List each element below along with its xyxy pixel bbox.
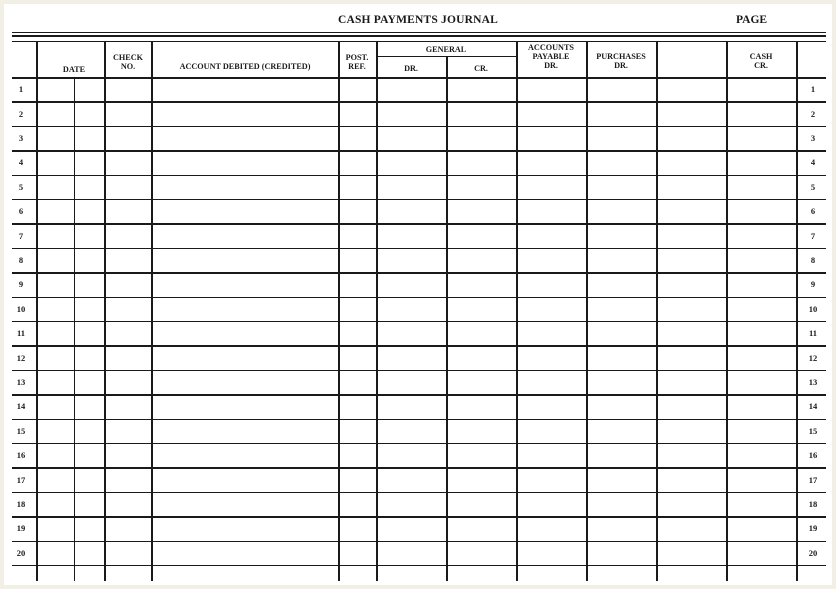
general-dr-cell[interactable] bbox=[378, 395, 445, 417]
blank-column-cell[interactable] bbox=[658, 444, 725, 466]
general-dr-cell[interactable] bbox=[378, 468, 445, 490]
account-cell[interactable] bbox=[153, 151, 337, 173]
account-cell[interactable] bbox=[153, 176, 337, 198]
header-general-cr: CR. bbox=[474, 64, 488, 73]
check-no-cell[interactable] bbox=[106, 298, 150, 320]
date-day-cell[interactable] bbox=[76, 517, 103, 539]
cash-cr-cell[interactable] bbox=[728, 78, 795, 100]
accounts-payable-dr-cell[interactable] bbox=[518, 151, 585, 173]
post-ref-cell[interactable] bbox=[340, 298, 375, 320]
blank-column-cell[interactable] bbox=[658, 420, 725, 442]
check-no-cell[interactable] bbox=[106, 371, 150, 393]
blank-column-cell[interactable] bbox=[658, 127, 725, 149]
account-cell[interactable] bbox=[153, 273, 337, 295]
date-day-cell[interactable] bbox=[76, 102, 103, 124]
purchases-dr-cell[interactable] bbox=[588, 200, 655, 222]
date-day-cell[interactable] bbox=[76, 371, 103, 393]
row-number-right: 15 bbox=[808, 425, 818, 436]
row-number-right: 5 bbox=[810, 181, 816, 192]
account-cell[interactable] bbox=[153, 127, 337, 149]
purchases-dr-cell[interactable] bbox=[588, 176, 655, 198]
header-check-no-1: CHECK bbox=[112, 53, 144, 62]
date-day-cell[interactable] bbox=[76, 420, 103, 442]
accounts-payable-dr-cell[interactable] bbox=[518, 102, 585, 124]
row-number-right: 19 bbox=[808, 523, 818, 534]
top-rule bbox=[12, 32, 826, 33]
row-number-left: 13 bbox=[16, 377, 26, 387]
blank-column-cell[interactable] bbox=[658, 151, 725, 173]
purchases-dr-cell[interactable] bbox=[588, 224, 655, 246]
general-dr-cell[interactable] bbox=[378, 542, 445, 564]
general-cr-cell[interactable] bbox=[448, 151, 515, 173]
general-dr-cell[interactable] bbox=[378, 78, 445, 100]
date-day-cell[interactable] bbox=[76, 127, 103, 149]
journal-sheet bbox=[4, 4, 832, 585]
row-number-right: 18 bbox=[808, 499, 818, 509]
general-cr-cell[interactable] bbox=[448, 322, 515, 344]
row-number-right: 14 bbox=[808, 401, 818, 412]
post-ref-cell[interactable] bbox=[340, 273, 375, 295]
cash-cr-cell[interactable] bbox=[728, 151, 795, 173]
accounts-payable-dr-cell[interactable] bbox=[518, 249, 585, 271]
general-cr-cell[interactable] bbox=[448, 127, 515, 149]
general-dr-cell[interactable] bbox=[378, 102, 445, 124]
check-no-cell[interactable] bbox=[106, 493, 150, 515]
blank-column-cell[interactable] bbox=[658, 102, 725, 124]
account-cell[interactable] bbox=[153, 395, 337, 417]
date-day-cell[interactable] bbox=[76, 346, 103, 368]
accounts-payable-dr-cell[interactable] bbox=[518, 224, 585, 246]
row-number-left: 20 bbox=[16, 547, 26, 558]
row-number-left: 12 bbox=[16, 352, 26, 363]
row-number-right: 16 bbox=[808, 450, 818, 461]
purchases-dr-cell[interactable] bbox=[588, 322, 655, 344]
general-dr-cell[interactable] bbox=[378, 420, 445, 442]
row-number-right: 7 bbox=[810, 230, 816, 241]
cash-cr-cell[interactable] bbox=[728, 395, 795, 417]
date-month-cell[interactable] bbox=[38, 346, 73, 368]
account-cell[interactable] bbox=[153, 298, 337, 320]
purchases-dr-cell[interactable] bbox=[588, 127, 655, 149]
header-accounts-payable-1: ACCOUNTS bbox=[528, 43, 574, 52]
date-day-cell[interactable] bbox=[76, 176, 103, 198]
row-number-left: 18 bbox=[16, 499, 26, 509]
date-month-cell[interactable] bbox=[38, 78, 73, 100]
cash-cr-cell[interactable] bbox=[728, 298, 795, 320]
row-number-right: 17 bbox=[808, 474, 818, 485]
check-no-cell[interactable] bbox=[106, 395, 150, 417]
date-month-cell[interactable] bbox=[38, 371, 73, 393]
check-no-cell[interactable] bbox=[106, 444, 150, 466]
post-ref-cell[interactable] bbox=[340, 371, 375, 393]
accounts-payable-dr-cell[interactable] bbox=[518, 444, 585, 466]
general-dr-cell[interactable] bbox=[378, 249, 445, 271]
purchases-dr-cell[interactable] bbox=[588, 346, 655, 368]
cash-cr-cell[interactable] bbox=[728, 176, 795, 198]
general-cr-cell[interactable] bbox=[448, 249, 515, 271]
general-cr-cell[interactable] bbox=[448, 517, 515, 539]
row-number-left: 17 bbox=[16, 474, 26, 485]
accounts-payable-dr-cell[interactable] bbox=[518, 371, 585, 393]
date-month-cell[interactable] bbox=[38, 298, 73, 320]
accounts-payable-dr-cell[interactable] bbox=[518, 420, 585, 442]
date-month-cell[interactable] bbox=[38, 322, 73, 344]
purchases-dr-cell[interactable] bbox=[588, 517, 655, 539]
account-cell[interactable] bbox=[153, 322, 337, 344]
accounts-payable-dr-cell[interactable] bbox=[518, 346, 585, 368]
date-month-cell[interactable] bbox=[38, 395, 73, 417]
post-ref-cell[interactable] bbox=[340, 249, 375, 271]
post-ref-cell[interactable] bbox=[340, 444, 375, 466]
date-month-cell[interactable] bbox=[38, 224, 73, 246]
journal-title: CASH PAYMENTS JOURNAL bbox=[337, 14, 499, 26]
date-day-cell[interactable] bbox=[76, 298, 103, 320]
general-dr-cell[interactable] bbox=[378, 200, 445, 222]
date-month-cell[interactable] bbox=[38, 542, 73, 564]
check-no-cell[interactable] bbox=[106, 176, 150, 198]
general-dr-cell[interactable] bbox=[378, 176, 445, 198]
blank-column-cell[interactable] bbox=[658, 298, 725, 320]
check-no-cell[interactable] bbox=[106, 249, 150, 271]
check-no-cell[interactable] bbox=[106, 420, 150, 442]
accounts-payable-dr-cell[interactable] bbox=[518, 273, 585, 295]
purchases-dr-cell[interactable] bbox=[588, 444, 655, 466]
accounts-payable-dr-cell[interactable] bbox=[518, 517, 585, 539]
date-day-cell[interactable] bbox=[76, 224, 103, 246]
cash-cr-cell[interactable] bbox=[728, 127, 795, 149]
purchases-dr-cell[interactable] bbox=[588, 542, 655, 564]
check-no-cell[interactable] bbox=[106, 517, 150, 539]
purchases-dr-cell[interactable] bbox=[588, 298, 655, 320]
date-month-cell[interactable] bbox=[38, 517, 73, 539]
general-dr-cell[interactable] bbox=[378, 444, 445, 466]
row-number-left: 9 bbox=[18, 279, 24, 290]
cash-cr-cell[interactable] bbox=[728, 322, 795, 344]
date-day-cell[interactable] bbox=[76, 444, 103, 466]
blank-column-cell[interactable] bbox=[658, 468, 725, 490]
date-month-cell[interactable] bbox=[38, 127, 73, 149]
blank-column-cell[interactable] bbox=[658, 322, 725, 344]
post-ref-cell[interactable] bbox=[340, 102, 375, 124]
account-cell[interactable] bbox=[153, 346, 337, 368]
header-date: DATE bbox=[62, 65, 86, 74]
header-purchases-1: PURCHASES bbox=[596, 52, 646, 61]
cash-cr-cell[interactable] bbox=[728, 493, 795, 515]
row-number-right: 3 bbox=[810, 133, 816, 143]
account-cell[interactable] bbox=[153, 468, 337, 490]
row-number-right: 11 bbox=[808, 328, 818, 339]
general-dr-cell[interactable] bbox=[378, 273, 445, 295]
check-no-cell[interactable] bbox=[106, 346, 150, 368]
check-no-cell[interactable] bbox=[106, 151, 150, 173]
cash-cr-cell[interactable] bbox=[728, 542, 795, 564]
accounts-payable-dr-cell[interactable] bbox=[518, 493, 585, 515]
row-number-left: 8 bbox=[18, 255, 24, 265]
header-accounts-payable-3: DR. bbox=[544, 61, 558, 70]
post-ref-cell[interactable] bbox=[340, 542, 375, 564]
header-post-ref-2: REF. bbox=[348, 62, 366, 71]
header-check-no-2: NO. bbox=[120, 62, 136, 71]
general-cr-cell[interactable] bbox=[448, 78, 515, 100]
account-cell[interactable] bbox=[153, 542, 337, 564]
blank-column-cell[interactable] bbox=[658, 542, 725, 564]
post-ref-cell[interactable] bbox=[340, 200, 375, 222]
purchases-dr-cell[interactable] bbox=[588, 395, 655, 417]
blank-column-cell[interactable] bbox=[658, 78, 725, 100]
accounts-payable-dr-cell[interactable] bbox=[518, 395, 585, 417]
row-number-right: 12 bbox=[808, 352, 818, 363]
post-ref-cell[interactable] bbox=[340, 395, 375, 417]
post-ref-cell[interactable] bbox=[340, 127, 375, 149]
general-dr-cell[interactable] bbox=[378, 371, 445, 393]
general-dr-cell[interactable] bbox=[378, 224, 445, 246]
accounts-payable-dr-cell[interactable] bbox=[518, 200, 585, 222]
check-no-cell[interactable] bbox=[106, 127, 150, 149]
row-number-right: 6 bbox=[810, 206, 816, 217]
blank-column-cell[interactable] bbox=[658, 224, 725, 246]
date-month-cell[interactable] bbox=[38, 200, 73, 222]
cash-cr-cell[interactable] bbox=[728, 420, 795, 442]
date-month-cell[interactable] bbox=[38, 249, 73, 271]
account-cell[interactable] bbox=[153, 102, 337, 124]
check-no-cell[interactable] bbox=[106, 102, 150, 124]
accounts-payable-dr-cell[interactable] bbox=[518, 298, 585, 320]
purchases-dr-cell[interactable] bbox=[588, 273, 655, 295]
general-dr-cell[interactable] bbox=[378, 127, 445, 149]
row-number-right: 20 bbox=[808, 547, 818, 558]
row-number-left: 16 bbox=[16, 450, 26, 461]
post-ref-cell[interactable] bbox=[340, 224, 375, 246]
blank-column-cell[interactable] bbox=[658, 493, 725, 515]
row-number-right: 13 bbox=[808, 377, 818, 387]
general-dr-cell[interactable] bbox=[378, 298, 445, 320]
general-cr-cell[interactable] bbox=[448, 371, 515, 393]
check-no-cell[interactable] bbox=[106, 78, 150, 100]
row-number-right: 2 bbox=[810, 108, 816, 119]
row-number-left: 4 bbox=[18, 157, 24, 168]
post-ref-cell[interactable] bbox=[340, 468, 375, 490]
cash-cr-cell[interactable] bbox=[728, 468, 795, 490]
purchases-dr-cell[interactable] bbox=[588, 102, 655, 124]
date-day-cell[interactable] bbox=[76, 78, 103, 100]
date-month-cell[interactable] bbox=[38, 468, 73, 490]
header-cash-2: CR. bbox=[754, 61, 768, 70]
account-cell[interactable] bbox=[153, 517, 337, 539]
account-cell[interactable] bbox=[153, 493, 337, 515]
cash-cr-cell[interactable] bbox=[728, 517, 795, 539]
date-month-cell[interactable] bbox=[38, 444, 73, 466]
general-dr-cell[interactable] bbox=[378, 151, 445, 173]
account-cell[interactable] bbox=[153, 224, 337, 246]
purchases-dr-cell[interactable] bbox=[588, 420, 655, 442]
date-month-cell[interactable] bbox=[38, 493, 73, 515]
general-cr-cell[interactable] bbox=[448, 468, 515, 490]
header-purchases-2: DR. bbox=[614, 61, 628, 70]
account-cell[interactable] bbox=[153, 249, 337, 271]
accounts-payable-dr-cell[interactable] bbox=[518, 322, 585, 344]
blank-column-cell[interactable] bbox=[658, 395, 725, 417]
row-number-left: 7 bbox=[18, 230, 24, 241]
cash-cr-cell[interactable] bbox=[728, 200, 795, 222]
blank-column-cell[interactable] bbox=[658, 371, 725, 393]
check-no-cell[interactable] bbox=[106, 468, 150, 490]
general-cr-cell[interactable] bbox=[448, 444, 515, 466]
post-ref-cell[interactable] bbox=[340, 517, 375, 539]
general-cr-cell[interactable] bbox=[448, 395, 515, 417]
row-rule bbox=[12, 565, 826, 566]
date-day-cell[interactable] bbox=[76, 468, 103, 490]
check-no-cell[interactable] bbox=[106, 273, 150, 295]
general-cr-cell[interactable] bbox=[448, 493, 515, 515]
blank-column-cell[interactable] bbox=[658, 200, 725, 222]
header-post-ref-1: POST. bbox=[345, 53, 369, 62]
date-day-cell[interactable] bbox=[76, 493, 103, 515]
accounts-payable-dr-cell[interactable] bbox=[518, 468, 585, 490]
account-cell[interactable] bbox=[153, 200, 337, 222]
purchases-dr-cell[interactable] bbox=[588, 151, 655, 173]
row-number-left: 2 bbox=[18, 108, 24, 119]
post-ref-cell[interactable] bbox=[340, 493, 375, 515]
general-dr-cell[interactable] bbox=[378, 346, 445, 368]
check-no-cell[interactable] bbox=[106, 200, 150, 222]
accounts-payable-dr-cell[interactable] bbox=[518, 176, 585, 198]
cash-cr-cell[interactable] bbox=[728, 249, 795, 271]
row-number-right: 8 bbox=[810, 255, 816, 265]
post-ref-cell[interactable] bbox=[340, 176, 375, 198]
accounts-payable-dr-cell[interactable] bbox=[518, 78, 585, 100]
blank-column-cell[interactable] bbox=[658, 273, 725, 295]
row-number-right: 1 bbox=[810, 84, 816, 95]
row-number-left: 5 bbox=[18, 181, 24, 192]
row-number-right: 10 bbox=[808, 303, 818, 314]
row-number-left: 1 bbox=[18, 84, 24, 95]
blank-column-cell[interactable] bbox=[658, 249, 725, 271]
header-general-dr: DR. bbox=[404, 64, 418, 73]
general-cr-cell[interactable] bbox=[448, 542, 515, 564]
blank-column-cell[interactable] bbox=[658, 176, 725, 198]
column-rule bbox=[74, 77, 75, 581]
general-cr-cell[interactable] bbox=[448, 102, 515, 124]
purchases-dr-cell[interactable] bbox=[588, 468, 655, 490]
row-number-left: 14 bbox=[16, 401, 26, 412]
account-cell[interactable] bbox=[153, 420, 337, 442]
row-number-left: 10 bbox=[16, 303, 26, 314]
date-month-cell[interactable] bbox=[38, 420, 73, 442]
cash-cr-cell[interactable] bbox=[728, 102, 795, 124]
column-rule bbox=[796, 41, 798, 581]
post-ref-cell[interactable] bbox=[340, 322, 375, 344]
date-day-cell[interactable] bbox=[76, 200, 103, 222]
purchases-dr-cell[interactable] bbox=[588, 249, 655, 271]
account-cell[interactable] bbox=[153, 444, 337, 466]
blank-column-cell[interactable] bbox=[658, 517, 725, 539]
post-ref-cell[interactable] bbox=[340, 78, 375, 100]
check-no-cell[interactable] bbox=[106, 542, 150, 564]
post-ref-cell[interactable] bbox=[340, 420, 375, 442]
header-accounts-payable-2: PAYABLE bbox=[532, 52, 570, 61]
header-account: ACCOUNT DEBITED (CREDITED) bbox=[179, 62, 311, 71]
date-day-cell[interactable] bbox=[76, 273, 103, 295]
account-cell[interactable] bbox=[153, 371, 337, 393]
date-day-cell[interactable] bbox=[76, 542, 103, 564]
row-number-right: 9 bbox=[810, 279, 816, 290]
row-number-left: 3 bbox=[18, 133, 24, 143]
accounts-payable-dr-cell[interactable] bbox=[518, 127, 585, 149]
header-cash-1: CASH bbox=[749, 52, 773, 61]
date-month-cell[interactable] bbox=[38, 176, 73, 198]
date-month-cell[interactable] bbox=[38, 151, 73, 173]
post-ref-cell[interactable] bbox=[340, 151, 375, 173]
general-dr-cell[interactable] bbox=[378, 322, 445, 344]
check-no-cell[interactable] bbox=[106, 322, 150, 344]
general-cr-cell[interactable] bbox=[448, 176, 515, 198]
page-label: PAGE bbox=[736, 14, 768, 26]
date-month-cell[interactable] bbox=[38, 102, 73, 124]
date-month-cell[interactable] bbox=[38, 273, 73, 295]
row-number-left: 6 bbox=[18, 206, 24, 217]
header-general: GENERAL bbox=[425, 45, 467, 54]
row-number-right: 4 bbox=[810, 157, 816, 168]
blank-column-cell[interactable] bbox=[658, 346, 725, 368]
general-cr-cell[interactable] bbox=[448, 273, 515, 295]
purchases-dr-cell[interactable] bbox=[588, 493, 655, 515]
general-cr-cell[interactable] bbox=[448, 224, 515, 246]
row-number-left: 19 bbox=[16, 523, 26, 534]
cash-cr-cell[interactable] bbox=[728, 371, 795, 393]
cash-cr-cell[interactable] bbox=[728, 224, 795, 246]
header-top-border bbox=[12, 41, 826, 42]
date-day-cell[interactable] bbox=[76, 322, 103, 344]
general-cr-cell[interactable] bbox=[448, 298, 515, 320]
general-cr-cell[interactable] bbox=[448, 346, 515, 368]
cash-cr-cell[interactable] bbox=[728, 346, 795, 368]
purchases-dr-cell[interactable] bbox=[588, 371, 655, 393]
general-dr-cell[interactable] bbox=[378, 517, 445, 539]
purchases-dr-cell[interactable] bbox=[588, 78, 655, 100]
top-rule-heavy bbox=[12, 35, 826, 37]
cash-cr-cell[interactable] bbox=[728, 444, 795, 466]
account-cell[interactable] bbox=[153, 78, 337, 100]
check-no-cell[interactable] bbox=[106, 224, 150, 246]
date-day-cell[interactable] bbox=[76, 249, 103, 271]
post-ref-cell[interactable] bbox=[340, 346, 375, 368]
row-number-left: 15 bbox=[16, 425, 26, 436]
general-cr-cell[interactable] bbox=[448, 420, 515, 442]
general-dr-cell[interactable] bbox=[378, 493, 445, 515]
cash-cr-cell[interactable] bbox=[728, 273, 795, 295]
date-day-cell[interactable] bbox=[76, 395, 103, 417]
accounts-payable-dr-cell[interactable] bbox=[518, 542, 585, 564]
date-day-cell[interactable] bbox=[76, 151, 103, 173]
general-cr-cell[interactable] bbox=[448, 200, 515, 222]
row-number-left: 11 bbox=[16, 328, 26, 339]
